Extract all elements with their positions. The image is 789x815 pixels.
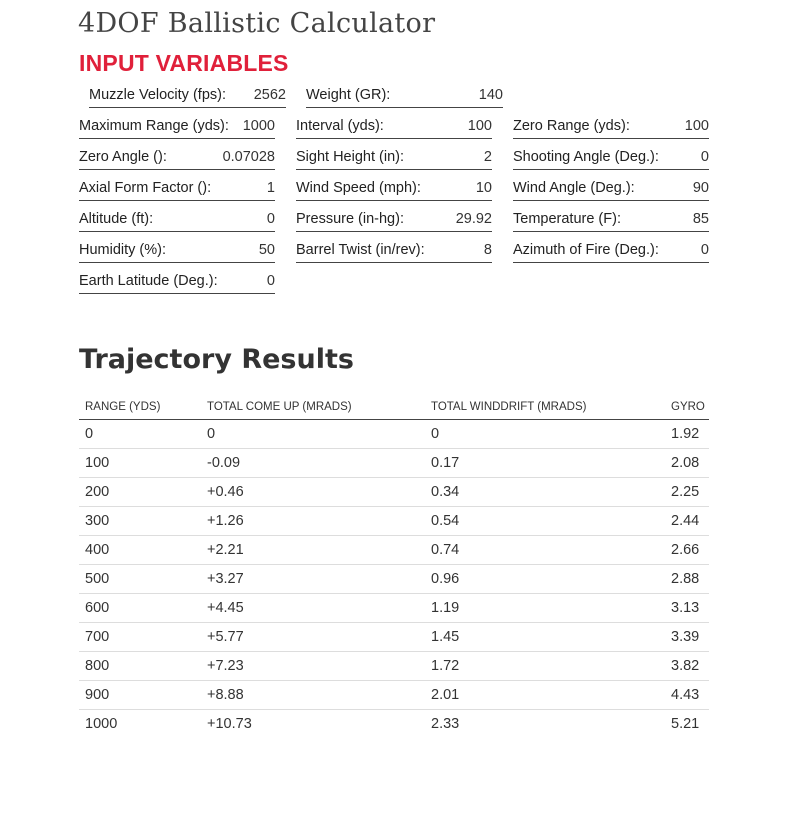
wind-angle-input[interactable]	[669, 180, 709, 196]
input-variables-heading: INPUT VARIABLES	[79, 50, 289, 76]
come-up-cell: +2.21	[201, 536, 425, 565]
range-cell: 100	[79, 449, 201, 478]
interval-field	[296, 114, 492, 139]
shooting-angle-field	[513, 145, 709, 170]
weight-input[interactable]	[463, 87, 503, 103]
come-up-cell: 0	[201, 420, 425, 449]
table-row	[79, 507, 709, 536]
shooting-angle-label: Shooting Angle (Deg.):	[513, 149, 659, 165]
gyro-cell: 1.92	[665, 420, 709, 449]
winddrift-cell: 0	[425, 420, 665, 449]
results-header-row	[79, 394, 709, 420]
gyro-cell: 2.44	[665, 507, 709, 536]
wind-angle-label: Wind Angle (Deg.):	[513, 180, 635, 196]
winddrift-cell: 2.01	[425, 681, 665, 710]
zero-range-input[interactable]	[669, 118, 709, 134]
winddrift-cell: 0.17	[425, 449, 665, 478]
zero-angle-input[interactable]	[215, 149, 275, 165]
temperature-input[interactable]	[669, 211, 709, 227]
gyro-cell: 3.13	[665, 594, 709, 623]
gyro-cell: 4.43	[665, 681, 709, 710]
muzzle-velocity-field	[89, 83, 286, 108]
column-header-winddrift: TOTAL WINDDRIFT (MRADS)	[425, 394, 665, 420]
barrel-twist-input[interactable]	[462, 242, 492, 258]
gyro-cell: 3.39	[665, 623, 709, 652]
pressure-input[interactable]	[442, 211, 492, 227]
table-row	[79, 623, 709, 652]
maximum-range-input[interactable]	[239, 118, 275, 134]
sight-height-label: Sight Height (in):	[296, 149, 404, 165]
table-row	[79, 565, 709, 594]
app-title: 4DOF Ballistic Calculator	[78, 8, 436, 39]
table-row	[79, 478, 709, 507]
barrel-twist-field	[296, 238, 492, 263]
sight-height-input[interactable]	[452, 149, 492, 165]
winddrift-cell: 0.54	[425, 507, 665, 536]
pressure-field	[296, 207, 492, 232]
axial-form-factor-label: Axial Form Factor ():	[79, 180, 212, 196]
sight-height-field	[296, 145, 492, 170]
azimuth-of-fire-input[interactable]	[679, 242, 709, 258]
gyro-cell: 2.08	[665, 449, 709, 478]
temperature-field	[513, 207, 709, 232]
range-cell: 1000	[85, 716, 118, 732]
altitude-field	[79, 207, 275, 232]
range-cell: 0	[79, 420, 201, 449]
table-row	[79, 710, 709, 739]
maximum-range-field	[79, 114, 275, 139]
table-row	[79, 652, 709, 681]
table-row	[79, 681, 709, 710]
range-cell: 600	[79, 594, 201, 623]
column-header-range: RANGE (YDS)	[79, 394, 201, 420]
axial-form-factor-field	[79, 176, 275, 201]
gyro-cell: 2.66	[665, 536, 709, 565]
altitude-input[interactable]	[235, 211, 275, 227]
trajectory-results-title: Trajectory Results	[79, 344, 354, 375]
results-body	[79, 420, 709, 739]
altitude-label: Altitude (ft):	[79, 211, 154, 227]
come-up-cell: +5.77	[201, 623, 425, 652]
humidity-input[interactable]	[235, 242, 275, 258]
barrel-twist-label: Barrel Twist (in/rev):	[296, 242, 425, 258]
column-header-come-up: TOTAL COME UP (MRADS)	[201, 394, 425, 420]
winddrift-cell: 1.19	[425, 594, 665, 623]
range-cell: 900	[79, 681, 201, 710]
winddrift-cell: 2.33	[431, 716, 460, 732]
table-row	[79, 449, 709, 478]
muzzle-velocity-input[interactable]	[246, 87, 286, 103]
azimuth-of-fire-field	[513, 238, 709, 263]
earth-latitude-input[interactable]	[245, 273, 275, 289]
interval-label: Interval (yds):	[296, 118, 384, 134]
column-header-gyro: GYRO	[665, 394, 709, 420]
come-up-cell: +4.45	[201, 594, 425, 623]
winddrift-cell: 0.96	[425, 565, 665, 594]
range-cell: 500	[79, 565, 201, 594]
zero-range-label: Zero Range (yds):	[513, 118, 630, 134]
come-up-cell: +0.46	[201, 478, 425, 507]
earth-latitude-label: Earth Latitude (Deg.):	[79, 273, 218, 289]
weight-label: Weight (GR):	[306, 87, 391, 103]
axial-form-factor-input[interactable]	[235, 180, 275, 196]
winddrift-cell: 1.45	[425, 623, 665, 652]
range-cell: 400	[79, 536, 201, 565]
temperature-label: Temperature (F):	[513, 211, 621, 227]
come-up-cell: +7.23	[201, 652, 425, 681]
gyro-cell: 2.25	[665, 478, 709, 507]
range-cell: 700	[79, 623, 201, 652]
azimuth-of-fire-label: Azimuth of Fire (Deg.):	[513, 242, 659, 258]
winddrift-cell: 0.34	[425, 478, 665, 507]
range-cell: 800	[79, 652, 201, 681]
come-up-cell: +1.26	[201, 507, 425, 536]
come-up-cell: +3.27	[201, 565, 425, 594]
gyro-cell: 3.82	[665, 652, 709, 681]
zero-angle-label: Zero Angle ():	[79, 149, 167, 165]
gyro-cell: 2.88	[665, 565, 709, 594]
humidity-label: Humidity (%):	[79, 242, 167, 258]
table-row	[79, 536, 709, 565]
zero-range-field	[513, 114, 709, 139]
range-cell: 300	[79, 507, 201, 536]
come-up-cell: +8.88	[201, 681, 425, 710]
muzzle-velocity-label: Muzzle Velocity (fps):	[89, 87, 226, 103]
gyro-cell: 5.21	[671, 716, 700, 732]
shooting-angle-input[interactable]	[679, 149, 709, 165]
winddrift-cell: 0.74	[425, 536, 665, 565]
wind-speed-label: Wind Speed (mph):	[296, 180, 421, 196]
winddrift-cell: 1.72	[425, 652, 665, 681]
wind-angle-field	[513, 176, 709, 201]
weight-field	[306, 83, 503, 108]
wind-speed-field	[296, 176, 492, 201]
table-row	[79, 420, 709, 449]
table-row	[79, 594, 709, 623]
come-up-cell: +10.73	[207, 716, 252, 732]
range-cell: 200	[79, 478, 201, 507]
wind-speed-input[interactable]	[452, 180, 492, 196]
zero-angle-field	[79, 145, 275, 170]
maximum-range-label: Maximum Range (yds):	[79, 118, 229, 134]
come-up-cell: -0.09	[201, 449, 425, 478]
earth-latitude-field	[79, 269, 275, 294]
pressure-label: Pressure (in-hg):	[296, 211, 404, 227]
trajectory-results-table	[79, 394, 709, 738]
interval-input[interactable]	[452, 118, 492, 134]
humidity-field	[79, 238, 275, 263]
